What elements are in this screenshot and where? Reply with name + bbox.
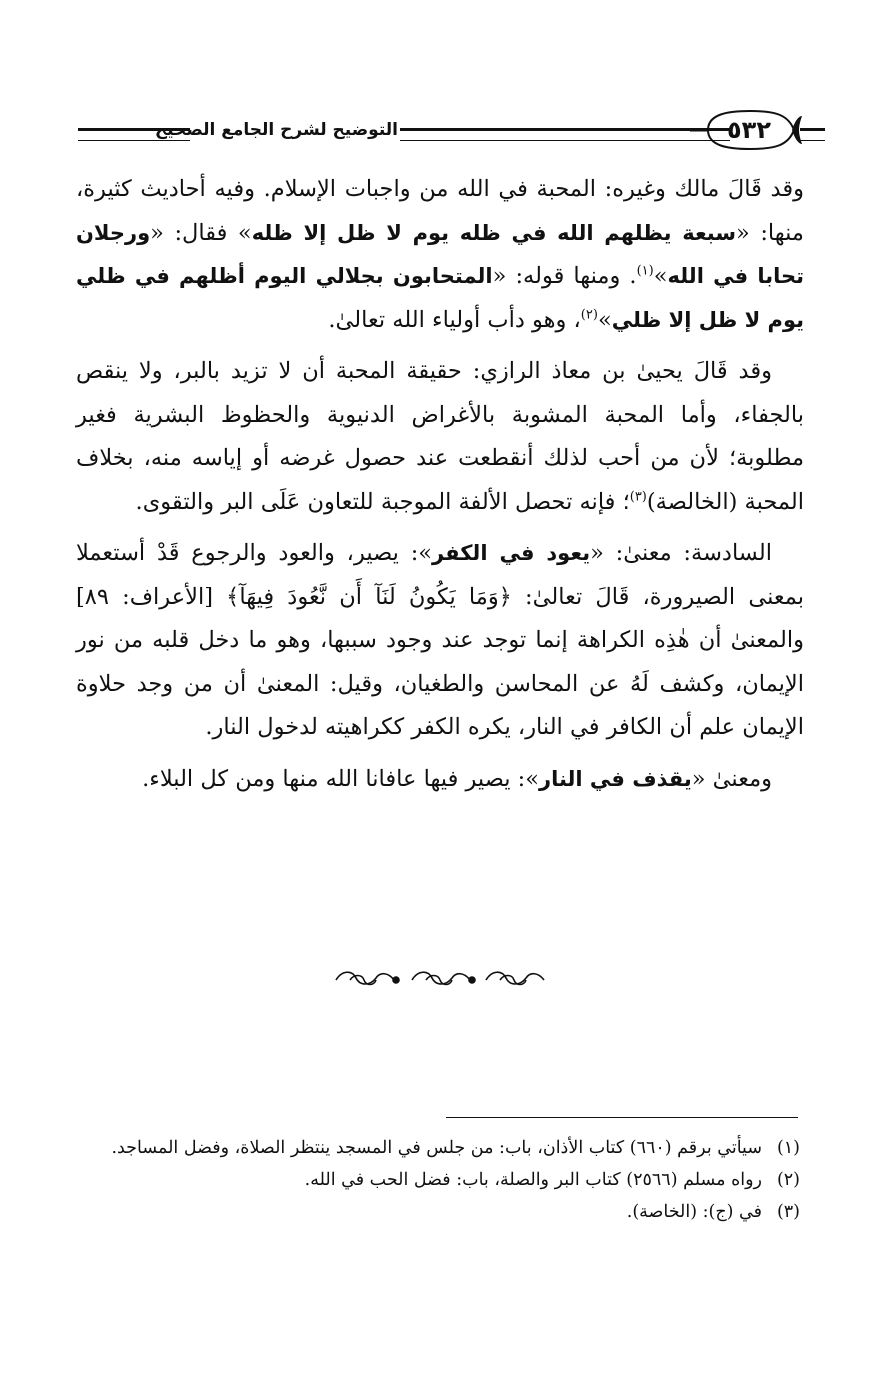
book-title: التوضيح لشرح الجامع الصحيح bbox=[154, 120, 398, 140]
section-end-ornament bbox=[330, 966, 556, 994]
text-run: » bbox=[597, 306, 612, 333]
text-run: السادسة: معنىٰ: « bbox=[590, 540, 772, 566]
body-paragraph bbox=[76, 532, 804, 750]
hadith-quote: المتحابون بجلالي اليوم أظلهم في ظلي يوم لا ظل إلا ظلي bbox=[76, 264, 804, 332]
page-number: ٥٣٢ bbox=[727, 116, 771, 144]
header-rule-middle bbox=[400, 128, 730, 141]
footnote-reference: (٣) bbox=[629, 489, 647, 504]
footnotes bbox=[70, 1132, 800, 1228]
text-run: »: يصير فيها عافانا الله منها ومن كل البلاء. bbox=[142, 765, 539, 792]
header-rule-right bbox=[800, 128, 825, 141]
footnote bbox=[70, 1196, 800, 1228]
body-paragraph bbox=[76, 350, 804, 524]
decorative-flourish-icon bbox=[330, 966, 556, 994]
hadith-quote: ورجلان تحابا في الله bbox=[76, 220, 805, 288]
main-text bbox=[76, 168, 804, 809]
page-number-frame bbox=[688, 108, 818, 152]
footnote-reference: (١) bbox=[636, 263, 654, 279]
text-run: وقد قَالَ يحيىٰ بن معاذ الرازي: حقيقة المحبة أن لا تزيد بالبر، ولا ينقص بالجفاء، وأما المحبة المشوبة بالأغراض الدنيوية والحظوظ البشرية فغير مطلوبة؛ لأن من أحب لذلك أنقطعت عند حصول غرضه أو إياسه منه، بخلاف المحبة (الخالصة) bbox=[76, 358, 804, 515]
hadith-quote: يقذف في النار bbox=[538, 766, 692, 791]
text-run: ، وهو دأب أولياء الله تعالىٰ. bbox=[328, 306, 581, 333]
footnote bbox=[70, 1132, 800, 1164]
text-run: ومعنىٰ « bbox=[691, 765, 772, 792]
footnote-text: في (ج): (الخاصة). bbox=[626, 1202, 762, 1222]
text-run: »: يصير، والعود والرجوع قَدْ أستعملا بمعنى الصيرورة، قَالَ تعالىٰ: ﴿وَمَا يَكُونُ لَنَآ أَن نَّعُودَ فِيهَآ﴾ [الأعراف: ٨٩] والمعنىٰ أن هٰذِه الكراهة إنما توجد عند وجود سببها، وهو ما دخل قلبه من نور الإيمان، وكشف لَهُ عن المحاسن والطغيان، وقيل: المعنىٰ أن من وجد حلاوة الإيمان علم أن الكافر في النار، يكره الكفر ككراهيته لدخول النار. bbox=[76, 540, 804, 740]
footnote-reference: (٢) bbox=[580, 307, 598, 322]
body-paragraph bbox=[76, 168, 804, 342]
hadith-quote: سبعة يظلهم الله في ظله يوم لا ظل إلا ظله bbox=[251, 220, 737, 245]
footnote-number: (٢) bbox=[776, 1170, 800, 1190]
text-run: » فقال: « bbox=[150, 219, 252, 246]
footnote-separator bbox=[446, 1117, 798, 1118]
text-run: ؛ فإنه تحصل الألفة الموجبة للتعاون عَلَى البر والتقوى. bbox=[135, 488, 630, 515]
footnote bbox=[70, 1164, 800, 1196]
text-run: » bbox=[653, 263, 668, 289]
footnote-number: (٣) bbox=[776, 1202, 800, 1222]
body-paragraph bbox=[76, 758, 804, 802]
footnote-text: رواه مسلم (٢٥٦٦) كتاب البر والصلة، باب: فضل الحب في الله. bbox=[304, 1170, 762, 1190]
page-header bbox=[70, 100, 803, 162]
footnote-number: (١) bbox=[776, 1138, 800, 1158]
text-run: . ومنها قوله: « bbox=[492, 263, 637, 289]
hadith-quote: يعود في الكفر bbox=[432, 541, 591, 565]
text-run: وقد قَالَ مالك وغيره: المحبة في الله من واجبات الإسلام. وفيه أحاديث كثيرة، منها: « bbox=[76, 176, 804, 246]
footnote-text: سيأتي برقم (٦٦٠) كتاب الأذان، باب: من جلس في المسجد ينتظر الصلاة، وفضل المساجد. bbox=[111, 1138, 762, 1158]
